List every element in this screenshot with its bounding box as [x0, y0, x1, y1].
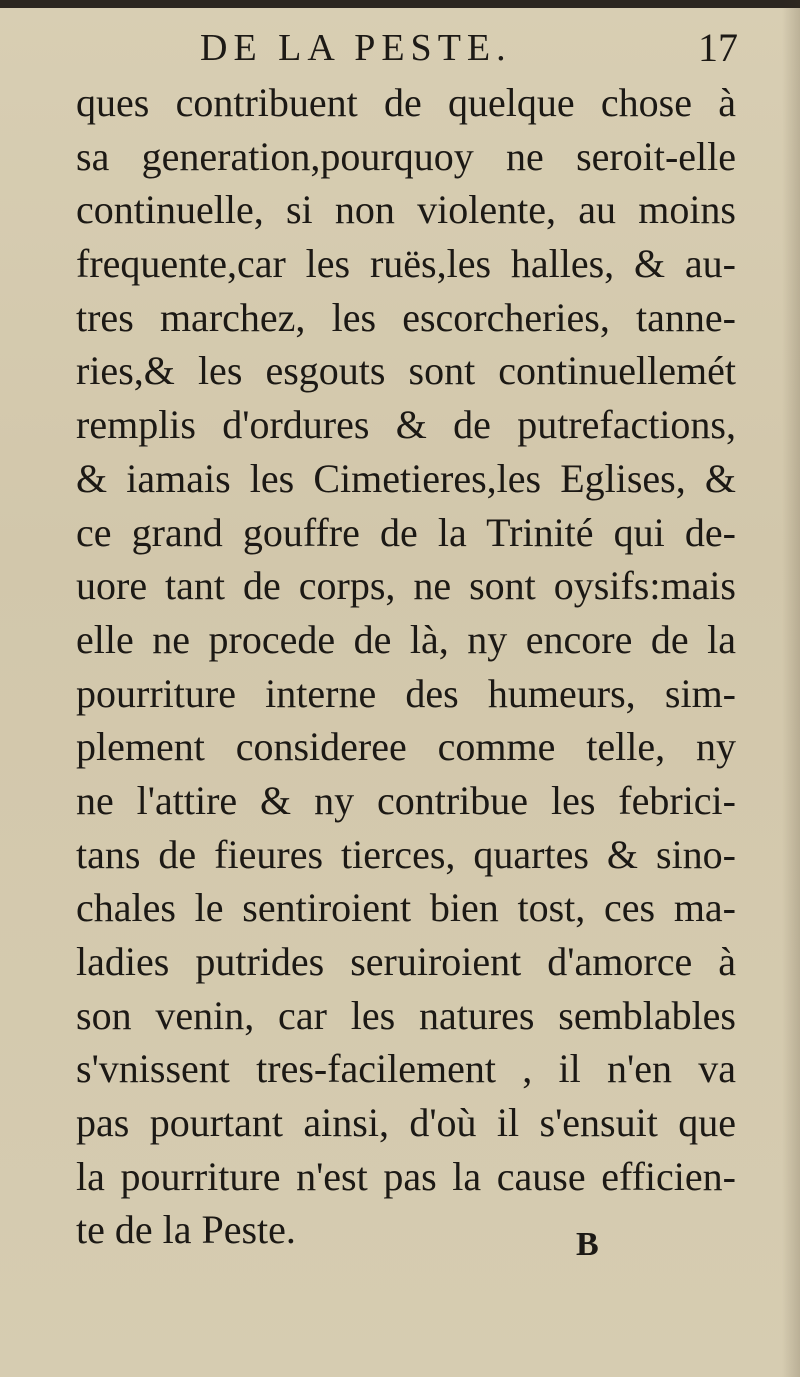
text-line: tres marchez, les escorcheries, tanne-: [76, 294, 736, 340]
text-line: ladies putrides seruiroient d'amorce à: [76, 939, 736, 984]
text-line: sa generation,pourquoy ne seroit-elle: [76, 133, 736, 179]
text-line: son venin, car les natures semblables: [76, 992, 736, 1038]
text-line: plement consideree comme telle, ny: [76, 724, 736, 770]
text-line: ries,& les esgouts sont continuellemét: [76, 348, 736, 394]
text-line: frequente,car les ruës,les halles, & au-: [76, 241, 736, 287]
text-line: chales le sentiroient bien tost, ces ma-: [76, 885, 736, 931]
text-line: elle ne procede de là, ny encore de la: [76, 616, 736, 662]
text-line: ne l'attire & ny contribue les febrici-: [76, 777, 736, 823]
text-line: pas pourtant ainsi, d'où il s'ensuit que: [76, 1100, 736, 1146]
running-head: DE LA PESTE.: [200, 27, 512, 69]
text-line: s'vnissent tres-facilement , il n'en va: [76, 1046, 736, 1092]
text-line: & iamais les Cimetieres,les Eglises, &: [76, 455, 736, 501]
page-header: [0, 22, 800, 74]
signature-mark: B: [576, 1226, 599, 1263]
text-line-last: te de la Peste.: [76, 1207, 296, 1253]
page-edge-shadow: [782, 0, 800, 1377]
text-line: uore tant de corps, ne sont oysifs:mais: [76, 563, 736, 609]
text-line: remplis d'ordures & de putrefactions,: [76, 402, 736, 448]
text-line: ques contribuent de quelque chose à: [76, 80, 736, 125]
page-number: 17: [698, 25, 738, 70]
text-line: pourriture interne des humeurs, sim-: [76, 670, 736, 716]
text-line: continuelle, si non violente, au moins: [76, 187, 736, 233]
top-edge-rule: [0, 0, 800, 8]
text-line: la pourriture n'est pas la cause efficien-: [76, 1153, 736, 1199]
text-line: tans de fieures tierces, quartes & sino-: [76, 831, 736, 877]
body-text: [76, 76, 736, 1257]
text-line: ce grand gouffre de la Trinité qui de-: [76, 509, 736, 555]
